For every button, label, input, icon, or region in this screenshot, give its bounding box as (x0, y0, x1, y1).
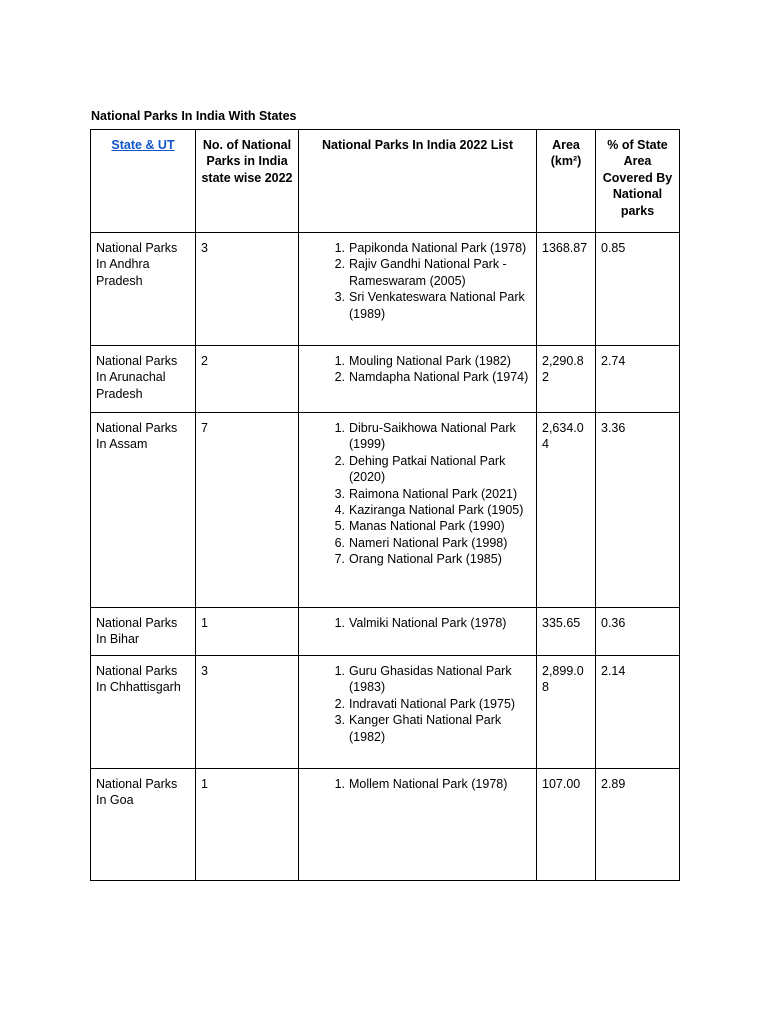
table-row (91, 346, 680, 413)
park-list-item: Valmiki National Park (1978) (349, 616, 507, 630)
national-parks-table (90, 129, 680, 881)
table-header-row (91, 130, 680, 233)
area-cell: 107.00 (537, 769, 596, 881)
percent-cell: 0.85 (596, 233, 680, 346)
area-cell: 2,634.04 (537, 413, 596, 608)
park-list-item: Dibru-Saikhowa National Park (1999) (349, 421, 516, 452)
header-area: Area (km²) (537, 130, 596, 233)
percent-cell: 3.36 (596, 413, 680, 608)
park-list-item: Nameri National Park (1998) (349, 535, 508, 550)
count-cell: 7 (196, 413, 299, 608)
count-cell: 1 (196, 769, 299, 881)
park-list-cell (299, 233, 537, 346)
header-state (91, 130, 196, 233)
document-title: National Parks In India With States (91, 109, 297, 123)
park-list (304, 420, 531, 568)
park-list-cell (299, 346, 537, 413)
park-list-item: Sri Venkateswara National Park (1989) (349, 290, 525, 321)
percent-cell: 2.14 (596, 656, 680, 769)
area-cell: 2,290.82 (537, 346, 596, 413)
state-cell: National Parks In Andhra Pradesh (91, 233, 196, 346)
table-row (91, 769, 680, 881)
state-ut-link[interactable]: State & UT (111, 138, 175, 152)
header-list: National Parks In India 2022 List (299, 130, 537, 233)
park-list (304, 240, 531, 322)
count-cell: 3 (196, 656, 299, 769)
percent-cell: 2.89 (596, 769, 680, 881)
park-list-cell (299, 656, 537, 769)
park-list-item: Raimona National Park (2021) (349, 486, 518, 501)
park-list-item: Orang National Park (1985) (349, 552, 502, 567)
park-list-item: Rajiv Gandhi National Park - Rameswaram (2005) (349, 257, 507, 288)
park-list (304, 615, 531, 631)
area-cell: 1368.87 (537, 233, 596, 346)
area-cell: 2,899.08 (537, 656, 596, 769)
state-cell: National Parks In Chhattisgarh (91, 656, 196, 769)
count-cell: 2 (196, 346, 299, 413)
table-row (91, 413, 680, 608)
count-cell: 1 (196, 608, 299, 656)
park-list-cell (299, 413, 537, 608)
park-list-cell (299, 608, 537, 656)
percent-cell: 2.74 (596, 346, 680, 413)
park-list (304, 353, 531, 386)
state-cell: National Parks In Arunachal Pradesh (91, 346, 196, 413)
park-list (304, 776, 531, 792)
state-cell: National Parks In Bihar (91, 608, 196, 656)
table-body (91, 233, 680, 881)
park-list-cell (299, 769, 537, 881)
table-row (91, 233, 680, 346)
state-cell: National Parks In Goa (91, 769, 196, 881)
park-list-item: Guru Ghasidas National Park (1983) (349, 664, 512, 695)
park-list-item: Manas National Park (1990) (349, 519, 505, 534)
park-list-item: Kaziranga National Park (1905) (349, 503, 524, 518)
header-count: No. of National Parks in India state wise 2022 (196, 130, 299, 233)
park-list-item: Namdapha National Park (1974) (349, 370, 529, 385)
park-list-item: Papikonda National Park (1978) (349, 241, 527, 255)
park-list-item: Dehing Patkai National Park (2020) (349, 453, 506, 485)
area-cell: 335.65 (537, 608, 596, 656)
park-list (304, 663, 531, 745)
park-list-item: Mollem National Park (1978) (349, 777, 508, 791)
state-cell: National Parks In Assam (91, 413, 196, 608)
percent-cell: 0.36 (596, 608, 680, 656)
park-list-item: Kanger Ghati National Park (1982) (349, 713, 502, 744)
park-list-item: Mouling National Park (1982) (349, 354, 511, 368)
park-list-item: Indravati National Park (1975) (349, 696, 516, 711)
table-row (91, 608, 680, 656)
count-cell: 3 (196, 233, 299, 346)
table-row (91, 656, 680, 769)
header-percent: % of State Area Covered By National parks (596, 130, 680, 233)
